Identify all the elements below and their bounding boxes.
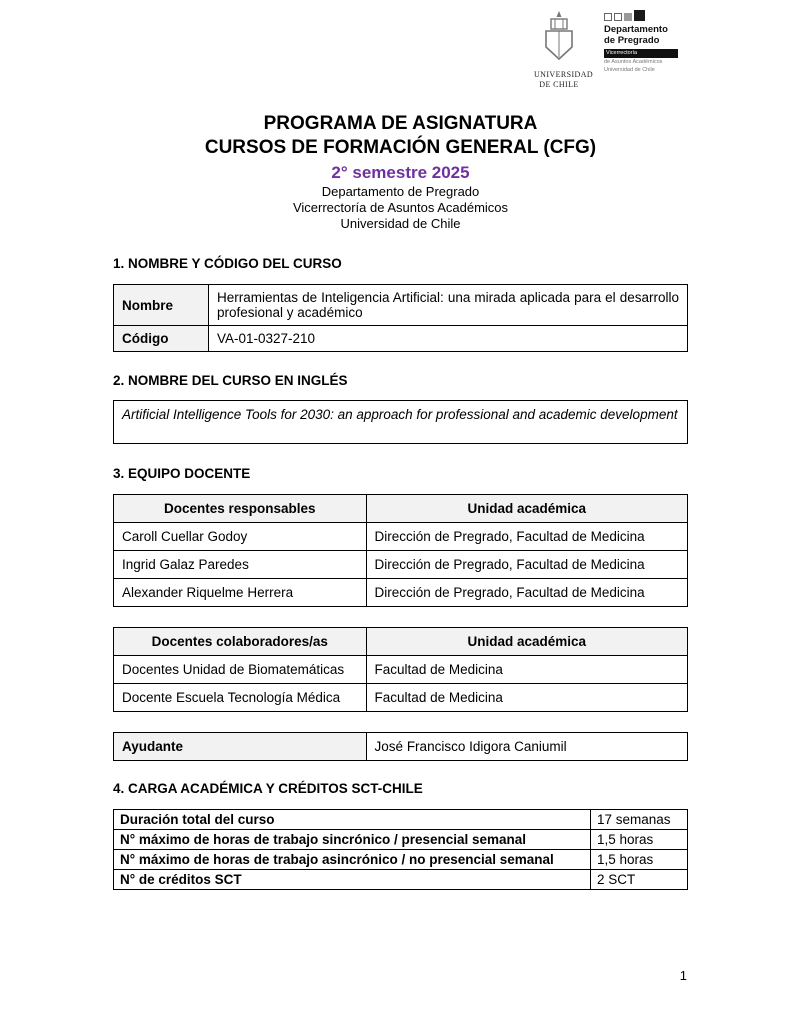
cell-label-duracion: Duración total del curso — [114, 810, 591, 830]
table-row — [114, 523, 688, 551]
vicerrectoria-line: Vicerrectoría de Asuntos Académicos — [292, 200, 509, 215]
cell-label-ayudante: Ayudante — [114, 733, 367, 761]
cell-label-nombre: Nombre — [114, 285, 209, 326]
cell-value-sincronico: 1,5 horas — [591, 830, 688, 850]
cell-docente-unit: Dirección de Pregrado, Facultad de Medicina — [366, 523, 687, 551]
table-header-row — [114, 495, 688, 523]
table-row — [114, 850, 688, 870]
header-docentes-responsables: Docentes responsables — [114, 495, 367, 523]
cell-label-creditos: N° de créditos SCT — [114, 870, 591, 890]
cell-label-sincronico: N° máximo de horas de trabajo sincrónico / presencial semanal — [114, 830, 591, 850]
document-header — [113, 112, 688, 232]
ayudante-table — [113, 732, 688, 761]
table-row — [114, 579, 688, 607]
english-course-name-box: Artificial Intelligence Tools for 2030: an approach for professional and academic development — [113, 400, 688, 444]
cell-docente-unit: Dirección de Pregrado, Facultad de Medicina — [366, 579, 687, 607]
table-header-row — [114, 628, 688, 656]
cell-docente-name: Alexander Riquelme Herrera — [114, 579, 367, 607]
header-unidad-academica: Unidad académica — [366, 628, 687, 656]
cell-docente-unit: Facultad de Medicina — [366, 684, 687, 712]
table-row — [114, 684, 688, 712]
table-row — [114, 326, 688, 352]
university-line: Universidad de Chile — [340, 216, 461, 231]
cell-label-codigo: Código — [114, 326, 209, 352]
section-3-heading: 3. EQUIPO DOCENTE — [113, 466, 251, 481]
pregrado-logo-bar: Vicerrectoría — [604, 49, 678, 58]
cell-docente-unit: Facultad de Medicina — [366, 656, 687, 684]
uchile-logo-text-line1: UNIVERSIDAD — [534, 70, 594, 79]
section-1-heading: 1. NOMBRE Y CÓDIGO DEL CURSO — [113, 256, 342, 271]
page-number: 1 — [679, 968, 687, 983]
semester-line: 2° semestre 2025 — [331, 163, 470, 182]
table-row — [114, 870, 688, 890]
uchile-logo-text-line2: DE CHILE — [539, 80, 579, 89]
doc-title-line1: PROGRAMA DE ASIGNATURA — [263, 113, 538, 134]
section-4-heading: 4. CARGA ACADÉMICA Y CRÉDITOS SCT-CHILE — [113, 781, 423, 796]
carga-academica-table — [113, 809, 688, 890]
table-row — [114, 656, 688, 684]
cell-value-creditos: 2 SCT — [591, 870, 688, 890]
header-unidad-academica: Unidad académica — [366, 495, 687, 523]
table-row — [114, 810, 688, 830]
dept-line: Departamento de Pregrado — [321, 184, 480, 199]
cell-docente-unit: Dirección de Pregrado, Facultad de Medicina — [366, 551, 687, 579]
header-docentes-colaboradores: Docentes colaboradores/as — [114, 628, 367, 656]
table-row — [114, 285, 688, 326]
docentes-responsables-table — [113, 494, 688, 607]
cell-value-codigo: VA-01-0327-210 — [209, 326, 688, 352]
cell-value-asincronico: 1,5 horas — [591, 850, 688, 870]
cell-docente-name: Docente Escuela Tecnología Médica — [114, 684, 367, 712]
pregrado-logo-sub-line2: Universidad de Chile — [604, 67, 655, 73]
doc-title-line2: CURSOS DE FORMACIÓN GENERAL (CFG) — [204, 137, 597, 158]
cell-label-asincronico: N° máximo de horas de trabajo asincrónico / no presencial semanal — [114, 850, 591, 870]
cell-value-ayudante: José Francisco Idigora Caniumil — [366, 733, 687, 761]
table-row — [114, 551, 688, 579]
section-2-heading: 2. NOMBRE DEL CURSO EN INGLÉS — [113, 373, 348, 388]
cell-docente-name: Caroll Cuellar Godoy — [114, 523, 367, 551]
cell-value-duracion: 17 semanas — [591, 810, 688, 830]
cell-value-nombre: Herramientas de Inteligencia Artificial: una mirada aplicada para el desarrollo profesional y académico — [209, 285, 688, 326]
pregrado-logo-sub-line1: de Asuntos Académicos — [604, 59, 663, 65]
pregrado-logo-title-line1: Departamento — [604, 24, 668, 35]
course-name-code-table — [113, 284, 688, 352]
pregrado-logo-title-line2: de Pregrado — [604, 35, 660, 46]
table-row — [114, 830, 688, 850]
cell-docente-name: Ingrid Galaz Paredes — [114, 551, 367, 579]
cell-docente-name: Docentes Unidad de Biomatemáticas — [114, 656, 367, 684]
table-row — [114, 733, 688, 761]
docentes-colaboradores-table — [113, 627, 688, 712]
